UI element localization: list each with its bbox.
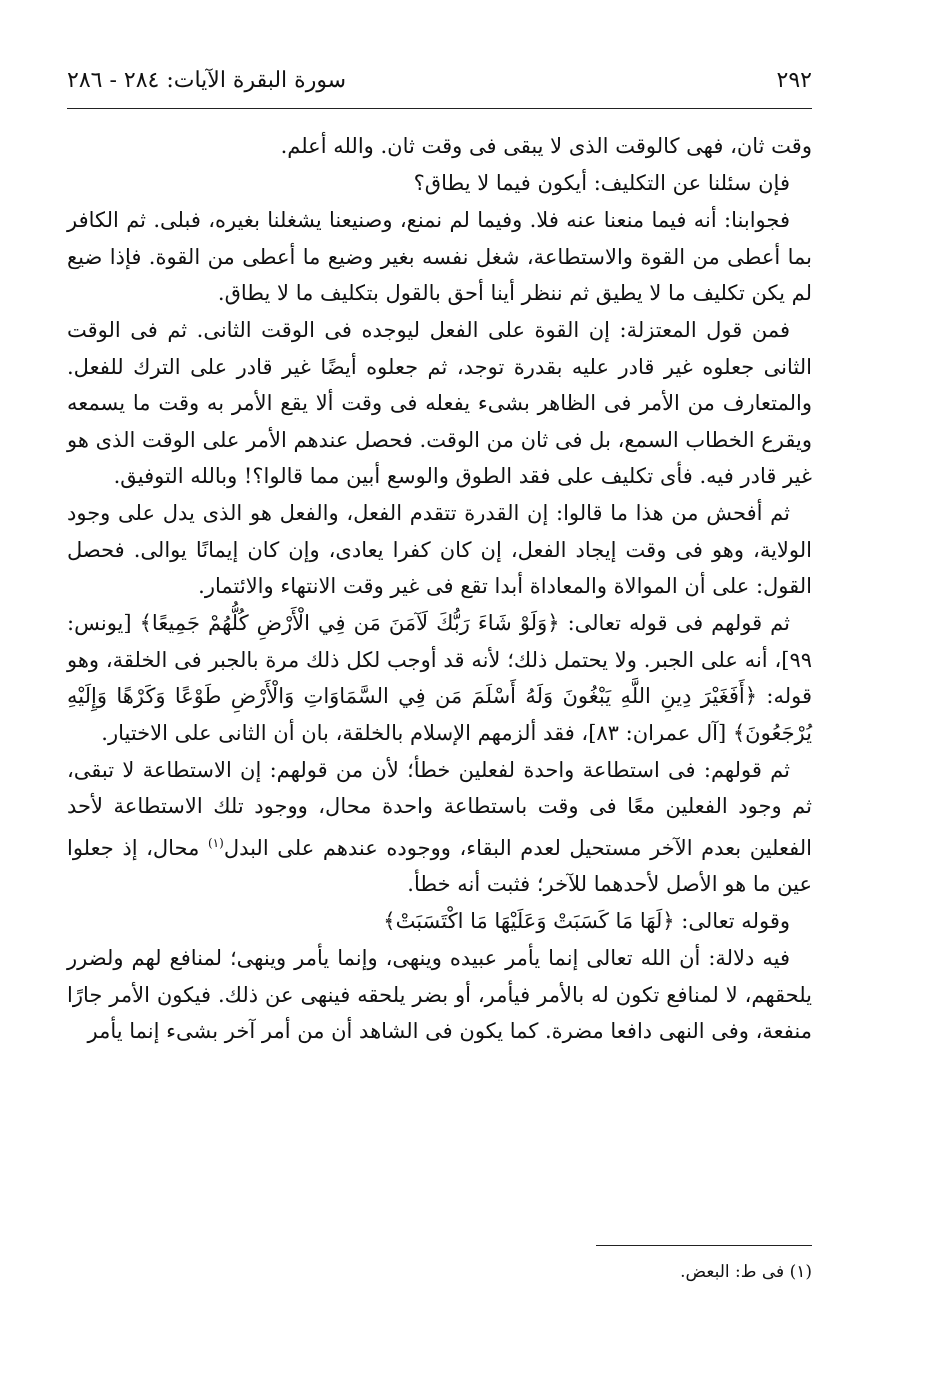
running-title: سورة البقرة الآيات: ٢٨٤ - ٢٨٦ <box>67 67 347 93</box>
paragraph-2: فإن سئلنا عن التكليف: أيكون فيما لا يطاق؟ <box>413 171 790 195</box>
paragraph-7-text: ثم قولهم: فى استطاعة واحدة لفعلين خطأ؛ لأن من قولهم: إن الاستطاعة لا تبقى، ثم وجود الفعلين معًا فى وقت باستطاعة واحدة محال، ووجود تلك الاستطاعة لأحد الفعلين بعدم الآخر مستحيل لعدم البقاء، ووجوده عندهم على البدل <box>67 757 812 860</box>
paragraph-7-cont: محال، إذ جعلوا عين ما هو الأصل لأحدهما للآخر؛ فثبت أنه خطأ. <box>67 835 812 896</box>
paragraph-6: ثم قولهم فى قوله تعالى: ﴿وَلَوْ شَاءَ رَبُّكَ لَآمَنَ مَن فِي الْأَرْضِ كُلُّهُمْ جَمِيعًا﴾ [يونس: ٩٩]، أنه على الجبر. ولا يحتمل ذلك؛ لأنه قد أوجب لكل ذلك مرة بالجبر فى الخلقة، وهو قوله: ﴿أَفَغَيْرَ دِينِ اللَّهِ يَبْغُونَ وَلَهُ أَسْلَمَ مَن فِي السَّمَاوَاتِ وَالْأَرْضِ طَوْعًا وَكَرْهًا وَإِلَيْهِ يُرْجَعُونَ﴾ [آل عمران: ٨٣]، فقد ألزمهم الإسلام بالخلقة، بان أن الثانى على الاختيار. <box>67 611 812 745</box>
footnote: (١) فى ط: البعض. <box>680 1262 812 1282</box>
header-rule <box>67 108 812 109</box>
paragraph-4: فمن قول المعتزلة: إن القوة على الفعل ليوجده فى الوقت الثانى. ثم فى الوقت الثانى جعلوه غير قادر عليه بقدرة توجد، ثم جعلوه أيضًا غير قادر على الترك للفعل. والمتعارف من الأمر فى الظاهر بشىء يفعله فى وقت ألا يقع الأمر به وقت ما يسمعه ويقرع الخطاب السمع، بل فى ثان من الوقت. فحصل عندهم الأمر على الوقت الذى هو غير قادر فيه. فأى تكليف على فقد الطوق والوسع أبين مما قالوا؟! وبالله التوفيق. <box>67 318 812 488</box>
paragraph-8: وقوله تعالى: ﴿لَهَا مَا كَسَبَتْ وَعَلَيْهَا مَا اكْتَسَبَتْ﴾ <box>383 909 790 933</box>
paragraph-1: وقت ثان، فهى كالوقت الذى لا يبقى فى وقت ثان. والله أعلم. <box>280 134 812 158</box>
page-number: ٢٩٢ <box>776 67 812 93</box>
paragraph-3: فجوابنا: أنه فيما منعنا عنه فلا. وفيما لم نمنع، وصنيعنا يشغلنا بغيره، فبلى. ثم الكافر بما أعطى من القوة والاستطاعة، شغل نفسه بغير وضيع ما أعطى من القوة. فإذا ضيع لم يكن تكليف ما لا يطيق ثم ننظر أينا أحق بالقول بتكليف ما لا يطاق. <box>67 208 812 305</box>
paragraph-7 <box>67 752 812 903</box>
paragraph-5: ثم أفحش من هذا ما قالوا: إن القدرة تتقدم الفعل، والفعل هو الذى يدل على وجود الولاية، وهو فى وقت إيجاد الفعل، إن كان كفرا يعادى، وإن كان إيمانًا يوالى. فحصل القول: على أن الموالاة والمعاداة أبدا تقع فى غير وقت الانتهاء والائتمار. <box>67 501 812 598</box>
paragraph-9: فيه دلالة: أن الله تعالى إنما يأمر عبيده وينهى، وإنما يأمر وينهى؛ لمنافع لهم ولضرر يلحقهم، لا لمنافع تكون له بالأمر فيأمر، أو بضر يلحقه فينهى عن ذلك. فيكون الأمر جارًا منفعة، وفى النهى دافعا مضرة. كما يكون فى الشاهد أن من أمر آخر بشىء إنما يأمر <box>67 946 812 1043</box>
main-text <box>67 128 812 1050</box>
page-header <box>67 62 812 98</box>
footnote-marker: (١) <box>207 835 224 850</box>
footnote-rule <box>596 1245 812 1246</box>
